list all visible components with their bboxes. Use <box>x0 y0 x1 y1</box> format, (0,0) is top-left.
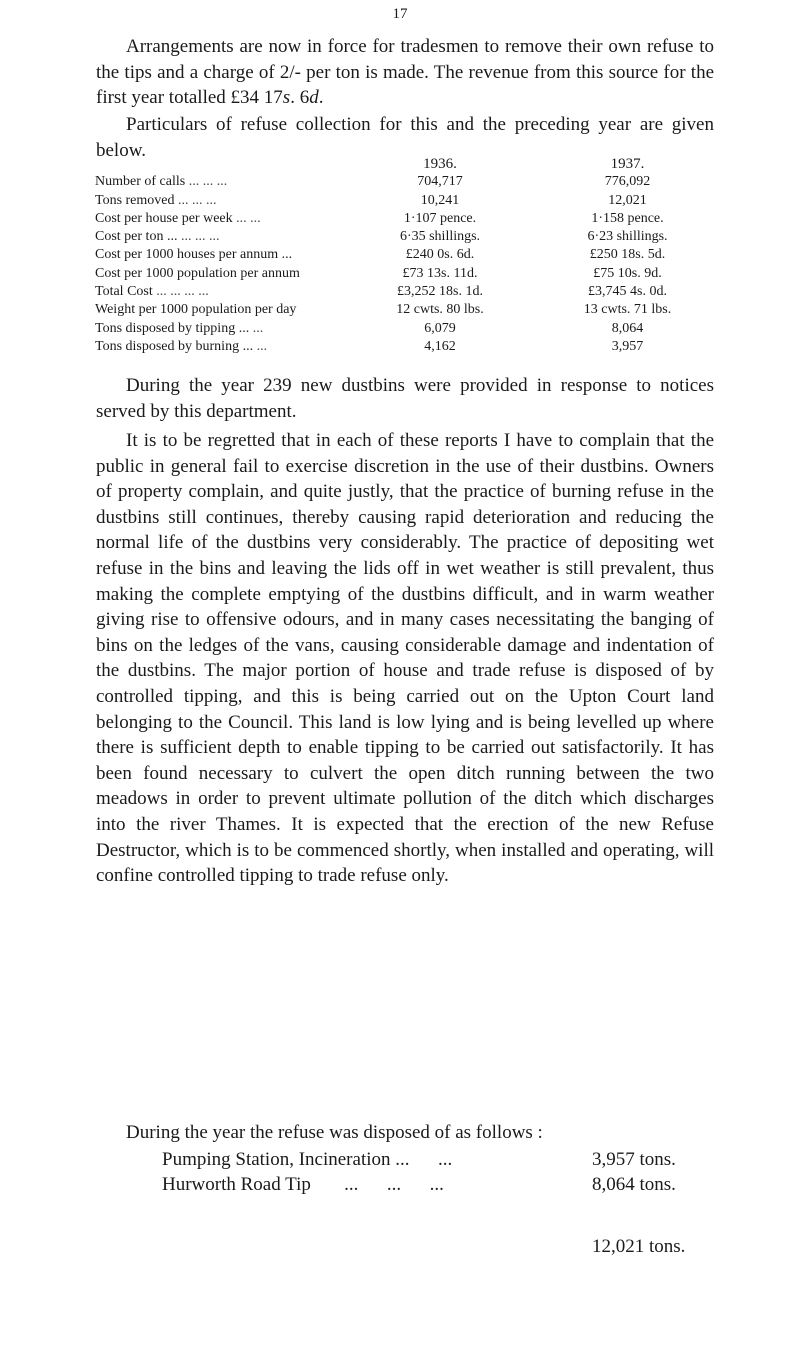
row-label-text: Cost per ton ... <box>95 229 178 245</box>
row-label <box>95 173 345 191</box>
disposal-row <box>162 1147 722 1172</box>
header-blank <box>95 155 345 173</box>
disposal-amount: 3,957 tons. <box>592 1149 676 1170</box>
row-label <box>95 265 345 283</box>
disposal-intro: During the year the refuse was disposed of as follows : <box>126 1122 543 1143</box>
value-1936: 6·35 shillings. <box>399 229 481 245</box>
row-leader-dots: ... ... ... <box>180 229 220 245</box>
value-1937: £250 18s. 5d. <box>589 247 666 263</box>
value-1936: 6,079 <box>424 320 456 336</box>
table-row <box>95 320 720 338</box>
row-label <box>95 192 345 210</box>
disposal-total: 12,021 tons. <box>592 1236 686 1257</box>
main-paragraph: It is to be regretted that in each of these reports I have to complain that the public in general fail to exercise discretion in the use of their dustbins. Owners of property complain, and quite justly, that the practice of burning refuse in the dustbins still continues, thereby causing rapid deterioration and reducing the normal life of the dustbins very considerably. The practice of depositing wet refuse in the bins and leaving the lids off in wet weather is still prevalent, thus making the complete emptying of the dustbins difficult, and in warm weather giving rise to offensive odours, and in many cases necessitating the banging of bins on the ledges of the vans, causing considerable damage and indentation of the dustbins. The major portion of house and trade refuse is disposed of by controlled tipping, and this is being carried out on the Upton Court land belonging to the Council. This land is low lying and is being levelled up where there is sufficient depth to enable tipping to be carried out satisfactorily. It has been found necessary to culvert the open ditch running between the two meadows in order to prevent ultimate pollution of the ditch which discharges into the river Thames. It is expected that the erection of the new Refuse Destructor, which is to be commenced shortly, when installed and operating, will confine controlled tipping to trade refuse only. <box>96 430 714 887</box>
row-label-text: Tons disposed by tipping ... <box>95 320 250 336</box>
header-1936: 1936. <box>423 156 457 172</box>
row-label <box>95 228 345 246</box>
row-leader-dots: ... ... ... <box>178 192 217 208</box>
table-row <box>95 265 720 283</box>
table-row <box>95 192 720 210</box>
value-1936: 12 cwts. 80 lbs. <box>396 302 484 318</box>
table-header-row <box>95 155 720 173</box>
value-1937: 12,021 <box>608 192 647 208</box>
page-number: 17 <box>392 6 408 22</box>
value-1936: 704,717 <box>417 174 463 190</box>
disposal-name: Hurworth Road Tip ... ... ... <box>162 1174 444 1195</box>
value-1937: 6·23 shillings. <box>587 229 668 245</box>
value-1936: £3,252 18s. 1d. <box>397 284 483 300</box>
row-label <box>95 320 345 338</box>
value-1937: 3,957 <box>611 338 644 354</box>
value-1937: 13 cwts. 71 lbs. <box>583 302 672 318</box>
table-row <box>95 338 720 356</box>
value-1937: 1·158 pence. <box>591 210 664 226</box>
table-row <box>95 228 720 246</box>
disposal-name: Pumping Station, Incineration ... ... <box>162 1149 453 1170</box>
row-label-text: Cost per 1000 population per annum <box>95 265 300 281</box>
value-1937: 8,064 <box>611 320 644 336</box>
refuse-collection-table <box>95 155 720 356</box>
value-1936: 1·107 pence. <box>403 210 477 226</box>
table-row <box>95 283 720 301</box>
value-1936: £240 0s. 6d. <box>405 247 475 263</box>
table-row <box>95 173 720 191</box>
row-label <box>95 338 345 356</box>
value-1937: £75 10s. 9d. <box>593 265 662 281</box>
disposal-list <box>162 1147 722 1197</box>
intro-paragraph: Arrangements are now in force for tradesmen to remove their own refuse to the tips and a charge of 2/- per ton is made. The revenue from this source for the first year totalled £34 17s. 6d. <box>96 36 714 109</box>
row-label-text: Number of calls <box>95 174 186 190</box>
row-label-text: Tons disposed by burning ... <box>95 338 254 354</box>
row-label-text: Total Cost <box>95 284 153 300</box>
row-leader-dots: ... ... ... <box>188 174 228 190</box>
row-label <box>95 301 345 319</box>
row-label-text: Cost per 1000 houses per annum ... <box>95 247 293 263</box>
header-1937: 1937. <box>610 156 645 172</box>
row-leader-dots: ... <box>252 320 264 336</box>
value-1936: 4,162 <box>424 338 456 354</box>
value-1936: £73 13s. 11d. <box>402 265 478 281</box>
dustbins-paragraph: During the year 239 new dustbins were provided in response to notices served by this department. <box>96 375 714 422</box>
row-label <box>95 210 345 228</box>
disposal-amount: 8,064 tons. <box>592 1174 676 1195</box>
row-leader-dots: ... <box>256 338 268 354</box>
row-label-text: Cost per house per week <box>95 210 233 226</box>
value-1937: £3,745 4s. 0d. <box>588 284 667 300</box>
row-label <box>95 283 345 301</box>
table-row <box>95 301 720 319</box>
row-label <box>95 246 345 264</box>
disposal-row <box>162 1172 722 1197</box>
row-leader-dots: ... ... ... ... <box>156 284 209 300</box>
table-row <box>95 210 720 228</box>
value-1937: 776,092 <box>604 174 651 190</box>
row-label-text: Weight per 1000 population per day <box>95 302 297 318</box>
table-row <box>95 246 720 264</box>
value-1936: 10,241 <box>420 192 460 208</box>
row-label-text: Tons removed <box>95 192 175 208</box>
table-intro-paragraph: Particulars of refuse collection for this and the preceding year are given below. <box>96 114 714 161</box>
row-leader-dots: ... ... <box>236 210 261 226</box>
